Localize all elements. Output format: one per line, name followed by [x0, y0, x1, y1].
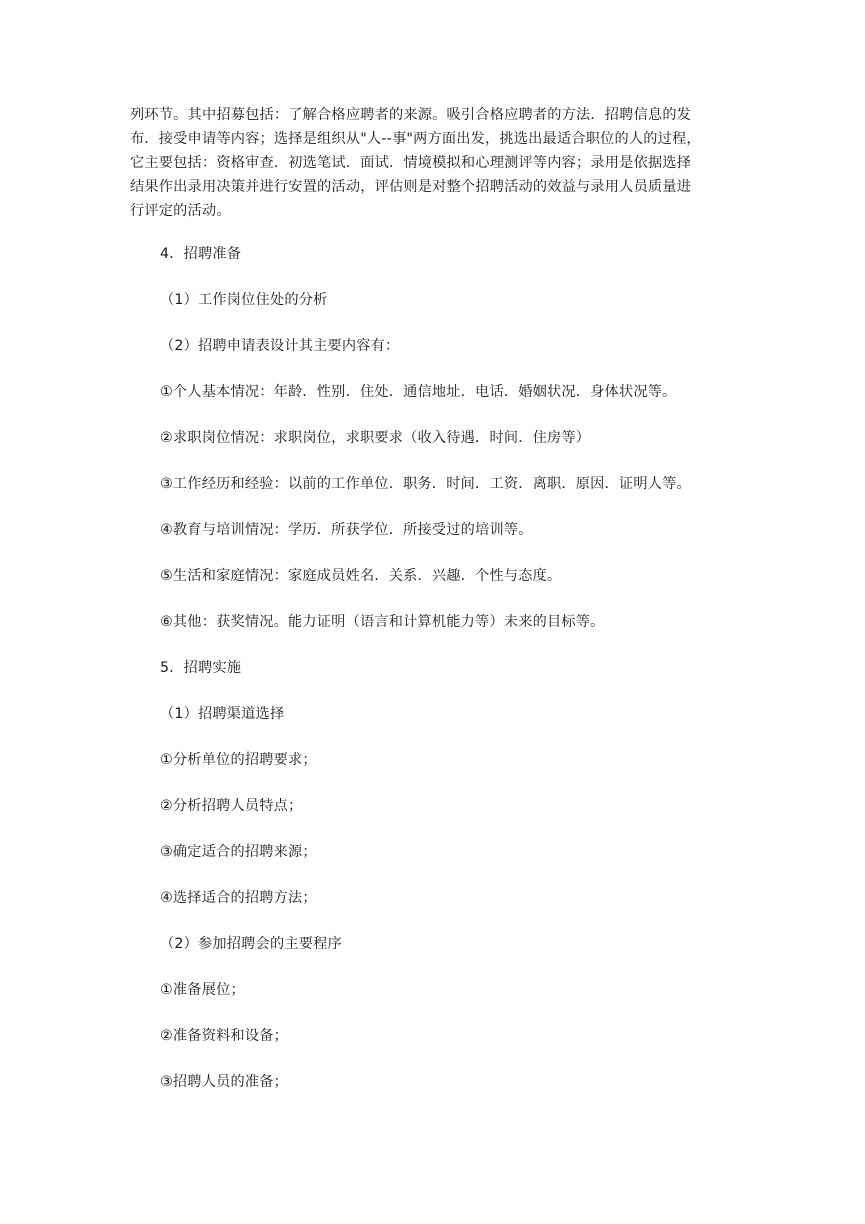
- list-item-basic-info: ①个人基本情况：年龄．性别．住处．通信地址．电话．婚姻状况．身体状况等。: [160, 384, 677, 400]
- intro-line: 它主要包括：资格审查．初选笔试．面试．情境模拟和心理测评等内容；录用是依据选择: [130, 155, 692, 171]
- list-item-determine-sources: ③确定适合的招聘来源；: [160, 844, 317, 860]
- intro-line: 布．接受申请等内容；选择是组织从"人--事"两方面出发，挑选出最适合职位的人的过程，: [130, 131, 701, 147]
- intro-line: 结果作出录用决策并进行安置的活动，评估则是对整个招聘活动的效益与录用人员质量进: [130, 179, 692, 195]
- list-item-prepare-materials: ②准备资料和设备；: [160, 1028, 289, 1044]
- list-item-other: ⑥其他：获奖情况。能力证明（语言和计算机能力等）未来的目标等。: [160, 614, 605, 630]
- list-item-work-experience: ③工作经历和经验：以前的工作单位．职务．时间．工资．离职．原因．证明人等。: [160, 476, 691, 492]
- list-item-select-methods: ④选择适合的招聘方法；: [160, 890, 317, 906]
- list-item-position-info: ②求职岗位情况：求职岗位，求职要求（收入待遇．时间．住房等）: [160, 430, 591, 446]
- subheading-application-form: （2）招聘申请表设计其主要内容有：: [160, 338, 400, 354]
- subheading-job-analysis: （1）工作岗位住处的分析: [160, 292, 328, 308]
- section-heading-recruitment-prep: 4．招聘准备: [160, 246, 242, 262]
- intro-paragraph: [130, 103, 740, 223]
- list-item-education: ④教育与培训情况：学历．所获学位．所接受过的培训等。: [160, 522, 533, 538]
- section-heading-recruitment-implementation: 5．招聘实施: [160, 660, 242, 676]
- intro-line: 列环节。其中招募包括：了解合格应聘者的来源。吸引合格应聘者的方法．招聘信息的发: [130, 107, 692, 123]
- list-item-family: ⑤生活和家庭情况：家庭成员姓名．关系．兴趣．个性与态度。: [160, 568, 562, 584]
- subheading-channel-selection: （1）招聘渠道选择: [160, 706, 285, 722]
- subheading-job-fair-procedure: （2）参加招聘会的主要程序: [160, 936, 342, 952]
- list-item-analyze-candidates: ②分析招聘人员特点；: [160, 798, 303, 814]
- list-item-prepare-staff: ③招聘人员的准备；: [160, 1074, 289, 1090]
- list-item-prepare-booth: ①准备展位；: [160, 982, 245, 998]
- intro-line: 行评定的活动。: [130, 203, 231, 219]
- list-item-analyze-requirements: ①分析单位的招聘要求；: [160, 752, 317, 768]
